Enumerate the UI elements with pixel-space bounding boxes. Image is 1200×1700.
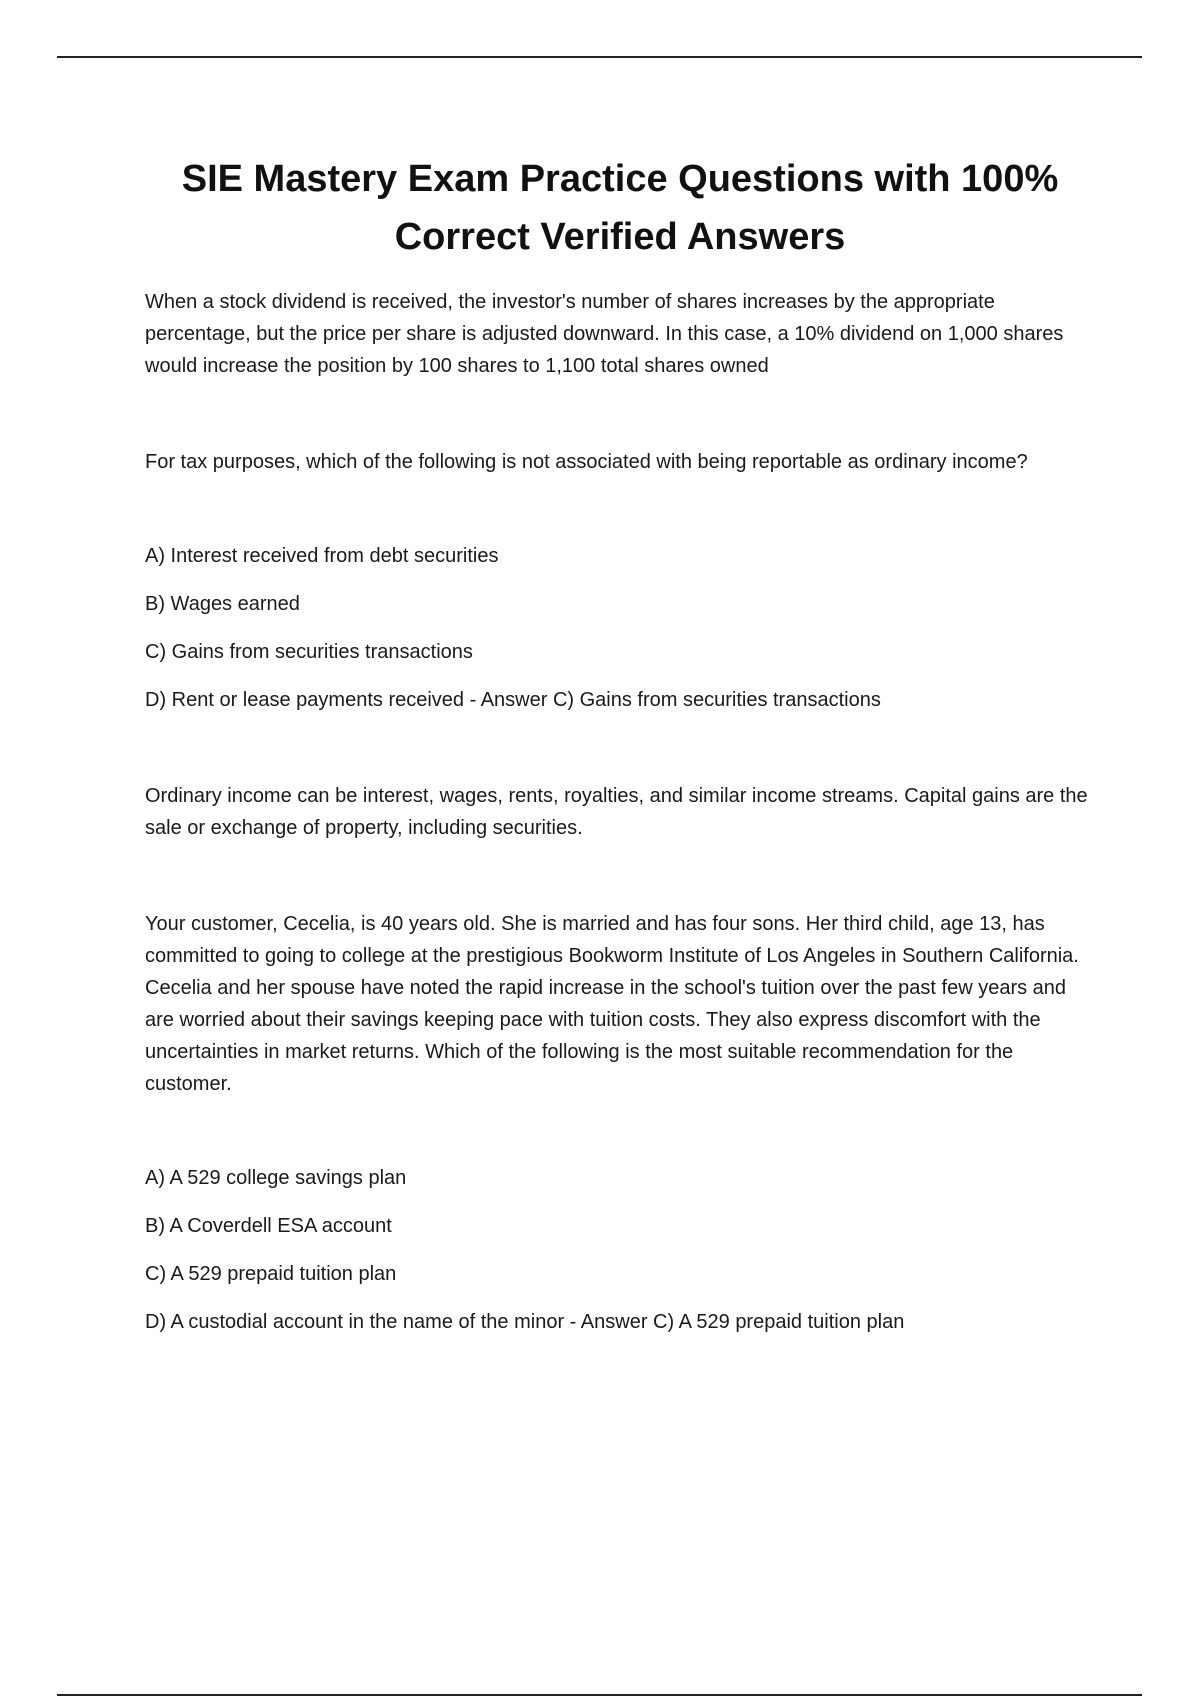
question-2-prompt: Your customer, Cecelia, is 40 years old. She is married and has four sons. Her third child, age 13, has committed to going to college at the prestigious Bookworm Institute of Los Angeles in Southern California. Cecelia and her spouse have noted the rapid increase in the school's tuition over the past few years and are worried about their savings keeping pace with tuition costs. They also express discomfort with the uncertainties in market returns. Which of the following is the most suitable recommendation for the customer.	[145, 913, 1079, 1095]
intro-paragraph: When a stock dividend is received, the investor's number of shares increases by the appropriate percentage, but the price per share is adjusted downward. In this case, a 10% dividend on 1,000 shares would increase the position by 100 shares to 1,100 total shares owned	[145, 291, 1064, 377]
question-1-prompt: For tax purposes, which of the following is not associated with being reportable as ordinary income?	[145, 451, 1028, 473]
question-2-option-a: A) A 529 college savings plan	[145, 1167, 407, 1189]
page-title: SIE Mastery Exam Practice Questions with 100% Correct Verified Answers	[181, 158, 1059, 258]
bottom-rule	[57, 1694, 1142, 1696]
question-2-options	[145, 1162, 1095, 1338]
question-2-option-c: C) A 529 prepaid tuition plan	[145, 1263, 397, 1285]
top-rule	[57, 56, 1142, 58]
question-1-option-a: A) Interest received from debt securities	[145, 545, 499, 567]
question-1-option-b: B) Wages earned	[145, 593, 300, 615]
question-1-options	[145, 540, 1095, 716]
document-body	[145, 150, 1095, 1338]
question-2-option-b: B) A Coverdell ESA account	[145, 1215, 392, 1237]
question-1-option-d: D) Rent or lease payments received - Answer C) Gains from securities transactions	[145, 689, 881, 711]
question-2-option-d: D) A custodial account in the name of the minor - Answer C) A 529 prepaid tuition plan	[145, 1311, 905, 1333]
question-1-option-c: C) Gains from securities transactions	[145, 641, 473, 663]
question-1-explanation: Ordinary income can be interest, wages, rents, royalties, and similar income streams. Capital gains are the sale or exchange of property, including securities.	[145, 785, 1088, 839]
